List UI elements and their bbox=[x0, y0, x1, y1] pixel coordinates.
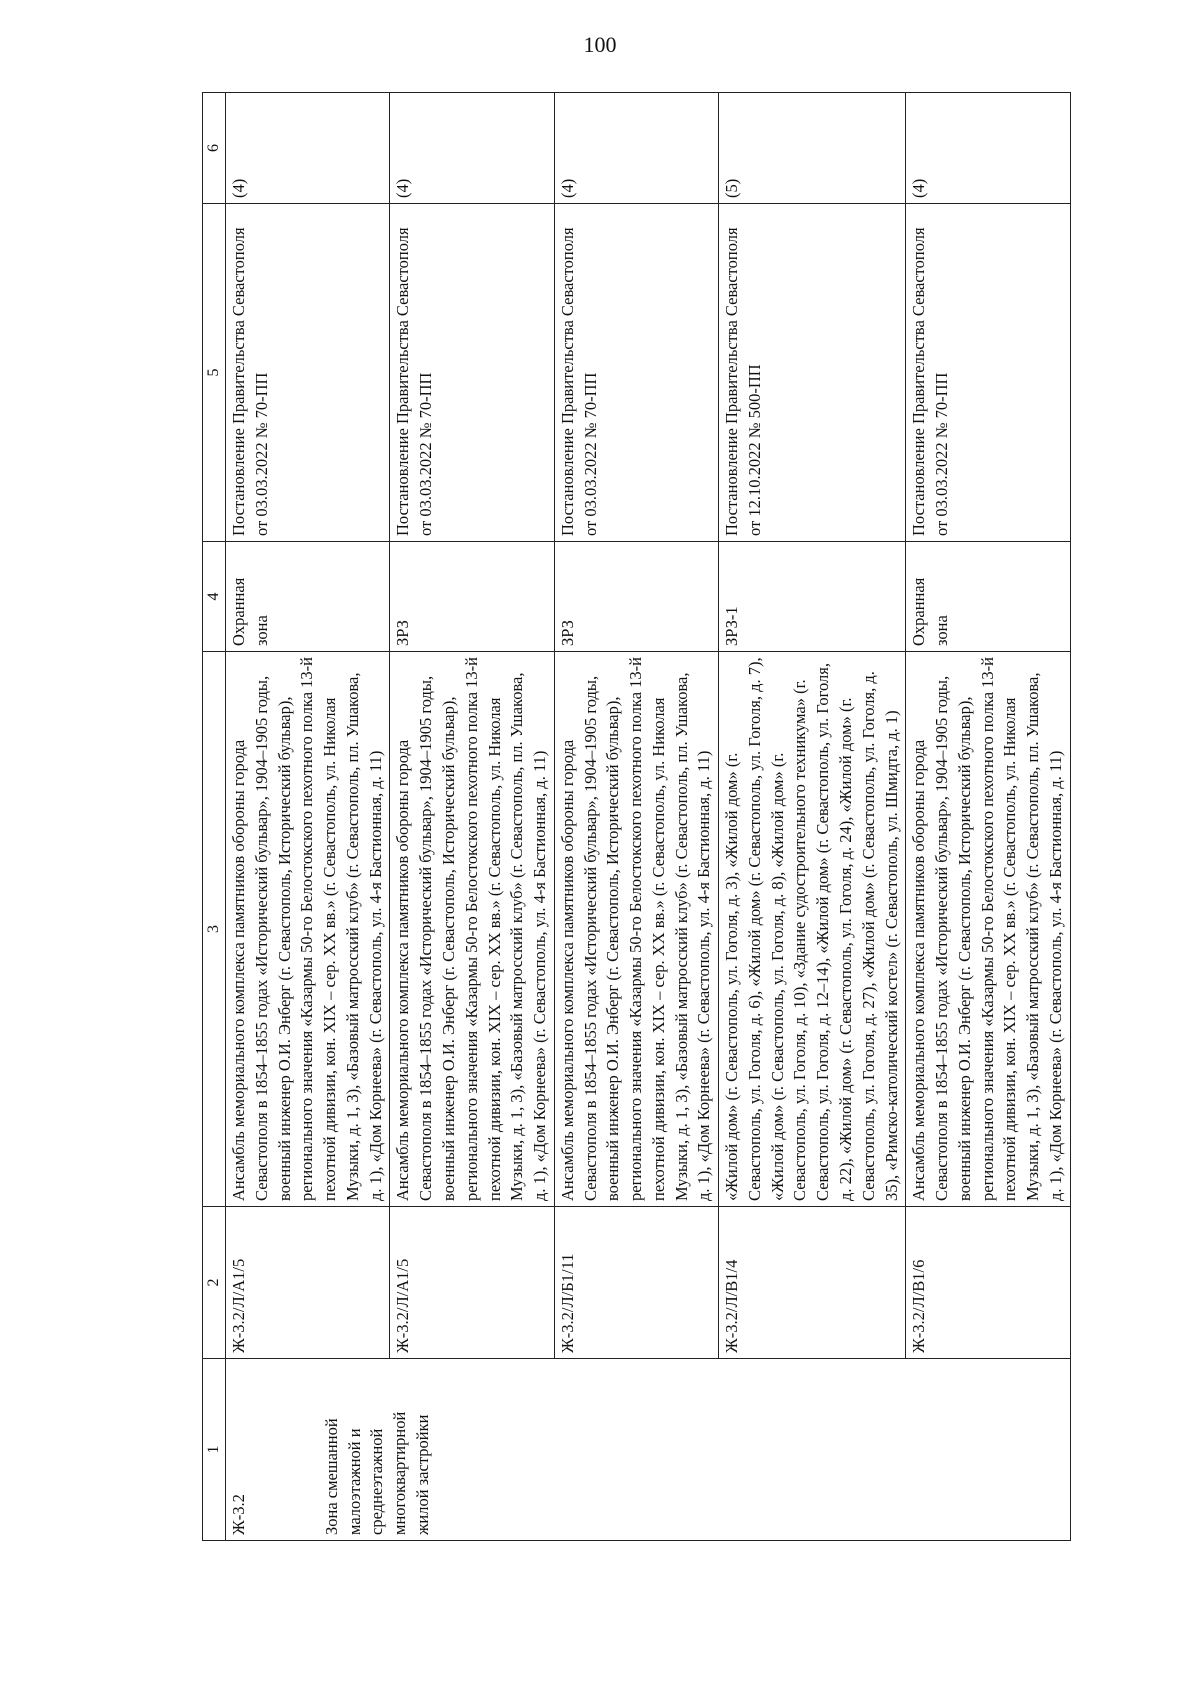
row-zone-type: Охранная зона bbox=[226, 542, 390, 652]
row-objects: Ансамбль мемориального комплекса памятников обороны города Севастополя в 1854–1855 годах «Исторический бульвар», 1904–1905 годы, военный инженер О.И. Энберг (г. Севастополь, Исторический бульвар), регионального значения «Казармы 50-го Белостокского пехотного полка 13-й пехотной дивизии, кон. XIX – сер. XX вв.» (г. Севастополь, ул. Николая Музыки, д. 1, 3), «Базовый матросский клуб» (г. Севастополь, пл. Ушакова, д. 1), «Дом Корнеева» (г. Севастополь, ул. 4-я Бастионная, д. 11) bbox=[906, 652, 1070, 1207]
column-header-6: 6 bbox=[203, 93, 226, 204]
column-header-5: 5 bbox=[203, 204, 226, 542]
row-document: Постановление Правительства Севастополя от 12.10.2022 № 500-ПП bbox=[719, 204, 906, 542]
table-row bbox=[554, 93, 718, 1541]
zone-cell bbox=[226, 1359, 1071, 1541]
page-number: 100 bbox=[583, 32, 617, 57]
row-objects: Ансамбль мемориального комплекса памятников обороны города Севастополя в 1854–1855 годах «Исторический бульвар», 1904–1905 годы, военный инженер О.И. Энберг (г. Севастополь, Исторический бульвар), регионального значения «Казармы 50-го Белостокского пехотного полка 13-й пехотной дивизии, кон. XIX – сер. XX вв.» (г. Севастополь, ул. Николая Музыки, д. 1, 3), «Базовый матросский клуб» (г. Севастополь, пл. Ушакова, д. 1), «Дом Корнеева» (г. Севастополь, ул. 4-я Бастионная, д. 11) bbox=[390, 652, 554, 1207]
row-code: Ж-3.2/Л/В1/6 bbox=[906, 1207, 1070, 1359]
row-code: Ж-3.2/Л/А1/5 bbox=[390, 1207, 554, 1359]
zone-code: Ж-3.2 bbox=[229, 1494, 249, 1535]
column-header-2: 2 bbox=[203, 1207, 226, 1359]
header-row bbox=[203, 93, 226, 1541]
row-note: (5) bbox=[719, 93, 906, 204]
row-zone-type: ЗРЗ-1 bbox=[719, 542, 906, 652]
row-objects: «Жилой дом» (г. Севастополь, ул. Гоголя, д. 3), «Жилой дом» (г. Севастополь, ул. Гоголя, д. 6), «Жилой дом» (г. Севастополь, ул. Гоголя, д. 7), «Жилой дом» (г. Севастополь, ул. Гоголя, д. 8), «Жилой дом» (г. Севастополь, ул. Гоголя, д. 10), «Здание судостроительного техникума» (г. Севастополь, ул. Гоголя, д. 12–14), «Жилой дом» (г. Севастополь, ул. Гоголя, д. 22), «Жилой дом» (г. Севастополь, ул. Гоголя, д. 24), «Жилой дом» (г. Севастополь, ул. Гоголя, д. 27), «Жилой дом» (г. Севастополь, ул. Гоголя, д. 35), «Римско-католический костел» (г. Севастополь, ул. Шмидта, д. 1) bbox=[719, 652, 906, 1207]
row-note: (4) bbox=[906, 93, 1070, 204]
column-header-4: 4 bbox=[203, 542, 226, 652]
row-zone-type: ЗРЗ bbox=[390, 542, 554, 652]
table-row bbox=[226, 93, 390, 1541]
row-zone-type: ЗРЗ bbox=[554, 542, 718, 652]
rotated-table-container bbox=[202, 93, 1065, 1541]
table-row bbox=[719, 93, 906, 1541]
row-document: Постановление Правительства Севастополя от 03.03.2022 № 70-ПП bbox=[226, 204, 390, 542]
table-frame bbox=[202, 93, 1065, 1541]
row-document: Постановление Правительства Севастополя от 03.03.2022 № 70-ПП bbox=[554, 204, 718, 542]
row-note: (4) bbox=[226, 93, 390, 204]
row-note: (4) bbox=[390, 93, 554, 204]
row-note: (4) bbox=[554, 93, 718, 204]
row-code: Ж-3.2/Л/Б1/11 bbox=[554, 1207, 718, 1359]
column-header-1: 1 bbox=[203, 1359, 226, 1541]
zones-table bbox=[202, 92, 1071, 1541]
table-row bbox=[390, 93, 554, 1541]
row-document: Постановление Правительства Севастополя от 03.03.2022 № 70-ПП bbox=[906, 204, 1070, 542]
column-header-3: 3 bbox=[203, 652, 226, 1207]
row-document: Постановление Правительства Севастополя от 03.03.2022 № 70-ПП bbox=[390, 204, 554, 542]
row-code: Ж-3.2/Л/В1/4 bbox=[719, 1207, 906, 1359]
table-row bbox=[906, 93, 1070, 1541]
zone-description: Зона смешанной малоэтажной и среднеэтажной многоквартирной жилой застройки bbox=[321, 1411, 432, 1535]
row-code: Ж-3.2/Л/А1/5 bbox=[226, 1207, 390, 1359]
row-zone-type: Охранная зона bbox=[906, 542, 1070, 652]
row-objects: Ансамбль мемориального комплекса памятников обороны города Севастополя в 1854–1855 годах «Исторический бульвар», 1904–1905 годы, военный инженер О.И. Энберг (г. Севастополь, Исторический бульвар), регионального значения «Казармы 50-го Белостокского пехотного полка 13-й пехотной дивизии, кон. XIX – сер. XX вв.» (г. Севастополь, ул. Николая Музыки, д. 1, 3), «Базовый матросский клуб» (г. Севастополь, пл. Ушакова, д. 1), «Дом Корнеева» (г. Севастополь, ул. 4-я Бастионная, д. 11) bbox=[226, 652, 390, 1207]
row-objects: Ансамбль мемориального комплекса памятников обороны города Севастополя в 1854–1855 годах «Исторический бульвар», 1904–1905 годы, военный инженер О.И. Энберг (г. Севастополь, Исторический бульвар), регионального значения «Казармы 50-го Белостокского пехотного полка 13-й пехотной дивизии, кон. XIX – сер. XX вв.» (г. Севастополь, ул. Николая Музыки, д. 1, 3), «Базовый матросский клуб» (г. Севастополь, пл. Ушакова, д. 1), «Дом Корнеева» (г. Севастополь, ул. 4-я Бастионная, д. 11) bbox=[554, 652, 718, 1207]
